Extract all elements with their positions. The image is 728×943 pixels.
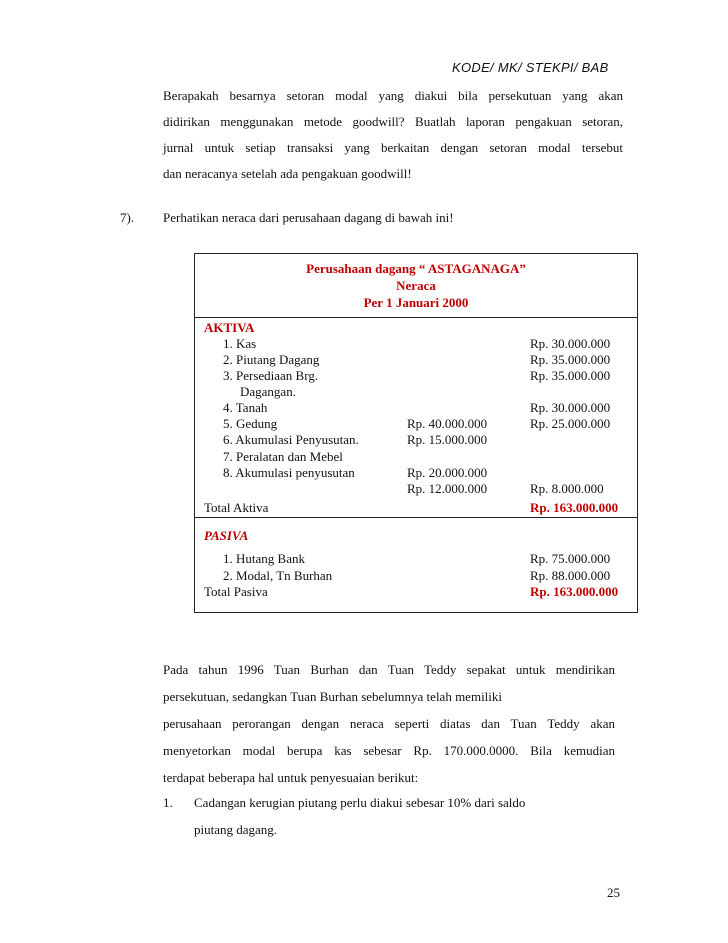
question-text: Perhatikan neraca dari perusahaan dagang di bawah ini!	[163, 210, 454, 225]
aktiva-item-value: Rp. 8.000.000	[530, 481, 604, 496]
aktiva-item-value: Rp. 30.000.000	[530, 400, 611, 415]
aktiva-item-gross: Rp. 20.000.000	[407, 465, 488, 480]
total-aktiva-value: Rp. 163.000.000	[530, 500, 619, 515]
intro-line: dan neracanya setelah ada pengakuan goodwill!	[163, 166, 412, 181]
aktiva-item-label: 7. Peralatan dan Mebel	[223, 449, 343, 464]
aktiva-item-label: 8. Akumulasi penyusutan	[223, 465, 355, 480]
page-number: 25	[607, 885, 620, 900]
aktiva-item-value: Rp. 35.000.000	[530, 352, 611, 367]
aktiva-item-gross: Rp. 12.000.000	[407, 481, 488, 496]
intro-line: didirikan menggunakan metode goodwill? Buatlah laporan pengakuan setoran,	[163, 114, 623, 129]
aktiva-item-label: 5. Gedung	[223, 416, 278, 431]
pasiva-item-value: Rp. 75.000.000	[530, 551, 611, 566]
balance-sheet-table	[194, 253, 638, 613]
aktiva-item-value: Rp. 35.000.000	[530, 368, 611, 383]
aktiva-item-gross: Rp. 40.000.000	[407, 416, 488, 431]
body-line: terdapat beberapa hal untuk penyesuaian berikut:	[163, 770, 419, 785]
pasiva-item-label: 1. Hutang Bank	[223, 551, 305, 566]
body-line: Pada tahun 1996 Tuan Burhan dan Tuan Teddy sepakat untuk mendirikan	[163, 662, 615, 677]
aktiva-item-gross: Rp. 15.000.000	[407, 432, 488, 447]
total-aktiva-label: Total Aktiva	[204, 500, 269, 515]
aktiva-label: AKTIVA	[204, 320, 255, 335]
question-number: 7).	[120, 210, 135, 225]
list-item-line: piutang dagang.	[194, 822, 278, 837]
aktiva-item-label: 2. Piutang Dagang	[223, 352, 320, 367]
aktiva-item-value: Rp. 30.000.000	[530, 336, 611, 351]
list-item-number: 1.	[163, 795, 173, 810]
balance-sheet-date: Per 1 Januari 2000	[363, 295, 469, 310]
aktiva-item-label: 3. Persediaan Brg.	[223, 368, 319, 383]
aktiva-item-value: Rp. 25.000.000	[530, 416, 611, 431]
aktiva-item-label: 6. Akumulasi Penyusutan.	[223, 432, 359, 447]
aktiva-item-label: Dagangan.	[240, 384, 296, 399]
document-code-header: KODE/ MK/ STEKPI/ BAB	[452, 60, 609, 75]
company-title: Perusahaan dagang “ ASTAGANAGA”	[306, 261, 526, 276]
pasiva-item-label: 2. Modal, Tn Burhan	[223, 568, 333, 583]
list-item-line: Cadangan kerugian piutang perlu diakui sebesar 10% dari saldo	[194, 795, 526, 810]
body-line: menyetorkan modal berupa kas sebesar Rp. 170.000.0000. Bila kemudian	[163, 743, 615, 758]
header-divider	[195, 317, 637, 318]
balance-sheet-subtitle: Neraca	[396, 278, 436, 293]
body-line: perusahaan perorangan dengan neraca seperti diatas dan Tuan Teddy akan	[163, 716, 615, 731]
aktiva-divider	[195, 517, 637, 518]
pasiva-item-value: Rp. 88.000.000	[530, 568, 611, 583]
aktiva-item-label: 1. Kas	[223, 336, 257, 351]
intro-line: jurnal untuk setiap transaksi yang berkaitan dengan setoran modal tersebut	[163, 140, 623, 155]
total-pasiva-value: Rp. 163.000.000	[530, 584, 619, 599]
body-line: persekutuan, sedangkan Tuan Burhan sebelumnya telah memiliki	[163, 689, 503, 704]
intro-line: Berapakah besarnya setoran modal yang diakui bila persekutuan yang akan	[163, 88, 623, 103]
total-pasiva-label: Total Pasiva	[204, 584, 268, 599]
pasiva-label: PASIVA	[204, 528, 249, 543]
aktiva-item-label: 4. Tanah	[223, 400, 268, 415]
